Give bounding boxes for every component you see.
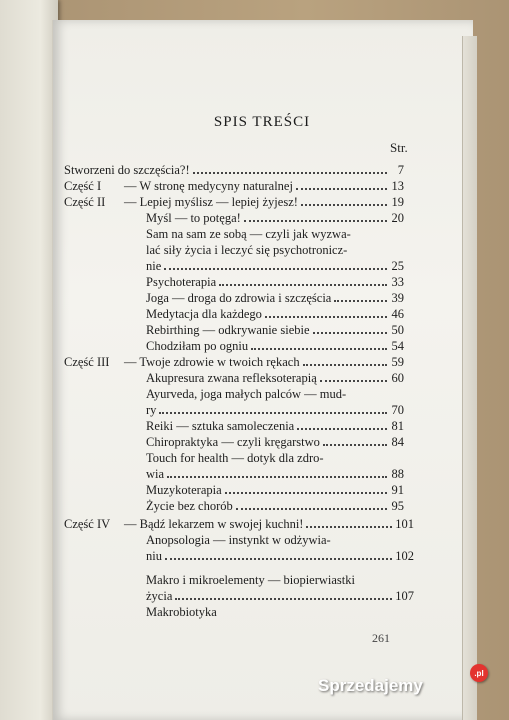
leader-dots — [297, 428, 387, 430]
entry-title: ry — [146, 403, 157, 417]
entry-title-line: Sam na sam ze sobą — czyli jak wyzwa- — [146, 227, 351, 241]
toc-entry — [146, 418, 404, 434]
toc-entry — [124, 194, 404, 210]
entry-page: 102 — [395, 549, 414, 563]
entry-page: 20 — [391, 211, 404, 225]
leader-dots — [175, 598, 392, 600]
entry-title-line: Touch for health — dotyk dla zdro- — [146, 451, 324, 465]
facing-page — [0, 0, 58, 720]
toc-entry — [146, 434, 404, 450]
toc-entry — [146, 588, 414, 604]
leader-dots — [159, 412, 387, 414]
toc-entry — [146, 402, 404, 418]
leader-dots — [236, 508, 387, 510]
entry-page: 95 — [391, 499, 404, 513]
leader-dots — [167, 476, 387, 478]
part-2-label: Część II — [64, 195, 106, 209]
toc-entry — [124, 178, 404, 194]
part-3-label: Część III — [64, 355, 110, 369]
page-title: SPIS TREŚCI — [213, 114, 311, 130]
toc-entry — [146, 274, 404, 290]
entry-page: 50 — [391, 323, 404, 337]
entry-title: wia — [146, 467, 165, 481]
part-4-label: Część IV — [64, 517, 111, 531]
entry-title-line: Anopsologia — instynkt w odżywia- — [146, 533, 331, 547]
entry-page: 59 — [391, 355, 404, 369]
entry-title: Akupresura zwana refleksoterapią — [146, 371, 317, 385]
entry-title: Joga — droga do zdrowia i szczęścia — [146, 291, 332, 305]
leader-dots — [296, 188, 387, 190]
leader-dots — [251, 348, 387, 350]
entry-title: Myśl — to potęga! — [146, 211, 241, 225]
entry-page: 54 — [391, 339, 404, 353]
entry-page: 88 — [391, 467, 404, 481]
leader-dots — [320, 380, 387, 382]
entry-title-line: lać siły życia i leczyć się psychotronicz- — [146, 243, 348, 257]
entry-title: nie — [146, 259, 162, 273]
leader-dots — [306, 526, 392, 528]
leader-dots — [334, 300, 387, 302]
entry-page: 70 — [391, 403, 404, 417]
entry-title: Muzykoterapia — [146, 483, 222, 497]
entry-page: 25 — [391, 259, 404, 273]
entry-title: Makrobiotyka — [146, 605, 217, 619]
entry-title: Medytacja dla każdego — [146, 307, 262, 321]
entry-title: niu — [146, 549, 162, 563]
entry-title: Stworzeni do szczęścia?! — [64, 163, 190, 177]
entry-title: Chiropraktyka — czyli kręgarstwo — [146, 435, 320, 449]
toc-entry — [146, 322, 404, 338]
entry-page: 19 — [391, 195, 404, 209]
leader-dots — [323, 444, 387, 446]
watermark-text: Sprzedajemy — [318, 676, 423, 695]
leader-dots — [164, 268, 387, 270]
entry-title: — Lepiej myślisz — lepiej żyjesz! — [124, 195, 298, 209]
leader-dots — [303, 364, 387, 366]
entry-title: — Twoje zdrowie w twoich rękach — [124, 355, 300, 369]
toc-entry — [146, 498, 404, 514]
entry-title: — W stronę medycyny naturalnej — [124, 179, 293, 193]
leader-dots — [313, 332, 387, 334]
entry-page: 46 — [391, 307, 404, 321]
entry-page: 101 — [395, 517, 414, 531]
entry-title: życia — [146, 589, 173, 603]
leader-dots — [301, 204, 387, 206]
entry-page: 107 — [395, 589, 414, 603]
page-column-header: Str. — [390, 140, 408, 155]
leader-dots — [165, 558, 392, 560]
entry-title: Życie bez chorób — [146, 499, 233, 513]
toc-entry — [124, 354, 404, 370]
watermark-badge: .pl — [470, 664, 488, 682]
toc-entry — [146, 466, 404, 482]
entry-title: Chodziłam po ogniu — [146, 339, 249, 353]
entry-page: 13 — [391, 179, 404, 193]
entry-page: 91 — [391, 483, 404, 497]
entry-page: 33 — [391, 275, 404, 289]
toc-entry — [146, 482, 404, 498]
entry-title-line: Ayurveda, joga małych palców — mud- — [146, 387, 347, 401]
entry-page: 60 — [391, 371, 404, 385]
entry-page: 7 — [397, 163, 404, 177]
toc-entry — [146, 210, 404, 226]
toc-entry — [146, 290, 404, 306]
part-1-label: Część I — [64, 179, 102, 193]
entry-title-line: Makro i mikroelementy — biopierwiastki — [146, 573, 355, 587]
leader-dots — [265, 316, 387, 318]
entry-page: 81 — [391, 419, 404, 433]
entry-title: Rebirthing — odkrywanie siebie — [146, 323, 310, 337]
page-edge — [462, 36, 477, 720]
leader-dots — [219, 284, 387, 286]
leader-dots — [193, 172, 387, 174]
entry-page: 39 — [391, 291, 404, 305]
entry-title: Reiki — sztuka samoleczenia — [146, 419, 295, 433]
toc-entry — [146, 258, 404, 274]
toc-entry — [146, 338, 404, 354]
leader-dots — [225, 492, 387, 494]
entry-title: — Bądź lekarzem w swojej kuchni! — [124, 517, 304, 531]
toc-entry — [146, 370, 404, 386]
toc-entry — [146, 548, 414, 564]
page-number: 261 — [372, 631, 390, 645]
toc-entry — [146, 306, 404, 322]
entry-title: Psychoterapia — [146, 275, 217, 289]
leader-dots — [244, 220, 387, 222]
toc-entry — [64, 162, 404, 178]
entry-page: 84 — [391, 435, 404, 449]
toc-entry — [124, 516, 414, 532]
